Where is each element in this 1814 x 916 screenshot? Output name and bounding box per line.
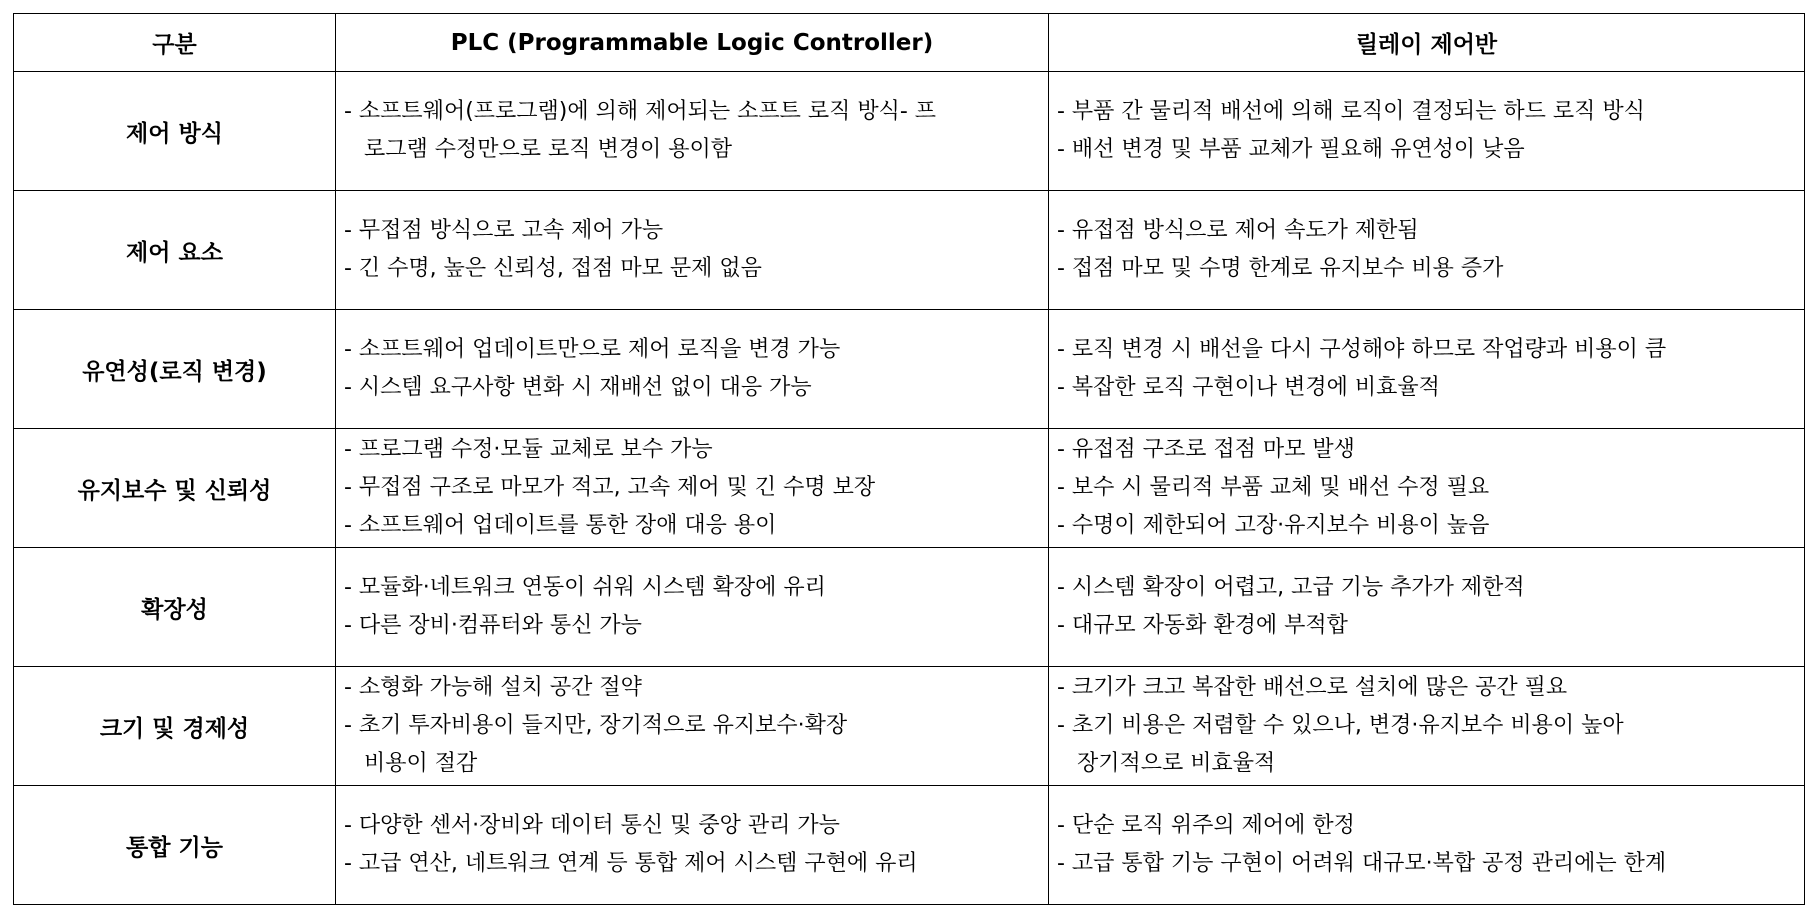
plc-cell-line: - 긴 수명, 높은 신뢰성, 접점 마모 문제 없음 <box>344 256 762 281</box>
plc-cell <box>336 548 1049 667</box>
row-category: 통합 기능 <box>14 786 336 905</box>
relay-cell-line: - 크기가 크고 복잡한 배선으로 설치에 많은 공간 필요 <box>1057 675 1568 700</box>
plc-cell-line: 로그램 수정만으로 로직 변경이 용이함 <box>364 137 733 162</box>
plc-cell-line: - 소형화 가능해 설치 공간 절약 <box>344 675 642 700</box>
relay-cell-line: - 복잡한 로직 구현이나 변경에 비효율적 <box>1057 375 1440 400</box>
row-category: 크기 및 경제성 <box>14 667 336 786</box>
relay-cell-line: - 수명이 제한되어 고장·유지보수 비용이 높음 <box>1057 513 1490 538</box>
relay-cell-line: - 대규모 자동화 환경에 부적합 <box>1057 613 1348 638</box>
plc-cell-line: - 모듈화·네트워크 연동이 쉬워 시스템 확장에 유리 <box>344 575 826 600</box>
table-row <box>14 548 1805 667</box>
plc-cell <box>336 72 1049 191</box>
row-category: 제어 요소 <box>14 191 336 310</box>
relay-cell <box>1049 548 1805 667</box>
plc-cell-line: - 고급 연산, 네트워크 연계 등 통합 제어 시스템 구현에 유리 <box>344 851 918 876</box>
plc-cell <box>336 191 1049 310</box>
row-category: 유지보수 및 신뢰성 <box>14 429 336 548</box>
relay-cell-line: - 고급 통합 기능 구현이 어려워 대규모·복합 공정 관리에는 한계 <box>1057 851 1667 876</box>
table-row <box>14 72 1805 191</box>
relay-cell-line: 장기적으로 비효율적 <box>1077 751 1276 776</box>
relay-cell <box>1049 667 1805 786</box>
relay-cell-line: - 접점 마모 및 수명 한계로 유지보수 비용 증가 <box>1057 256 1504 281</box>
plc-cell-line: - 초기 투자비용이 들지만, 장기적으로 유지보수·확장 <box>344 713 848 738</box>
table-row <box>14 786 1805 905</box>
row-category: 유연성(로직 변경) <box>14 310 336 429</box>
relay-cell <box>1049 72 1805 191</box>
plc-cell-line: - 무접점 구조로 마모가 적고, 고속 제어 및 긴 수명 보장 <box>344 475 876 500</box>
relay-cell-line: - 로직 변경 시 배선을 다시 구성해야 하므로 작업량과 비용이 큼 <box>1057 337 1667 362</box>
table-row <box>14 667 1805 786</box>
row-category: 확장성 <box>14 548 336 667</box>
plc-cell-line: - 소프트웨어 업데이트만으로 제어 로직을 변경 가능 <box>344 337 841 362</box>
plc-cell-line: - 무접점 방식으로 고속 제어 가능 <box>344 218 664 243</box>
table-row <box>14 191 1805 310</box>
relay-cell <box>1049 191 1805 310</box>
relay-cell <box>1049 429 1805 548</box>
plc-cell <box>336 310 1049 429</box>
plc-cell <box>336 429 1049 548</box>
plc-cell-line: - 프로그램 수정·모듈 교체로 보수 가능 <box>344 437 713 462</box>
comparison-table <box>13 13 1805 905</box>
plc-cell-line: - 다른 장비·컴퓨터와 통신 가능 <box>344 613 642 638</box>
relay-cell <box>1049 786 1805 905</box>
plc-cell <box>336 786 1049 905</box>
header-row <box>14 14 1805 72</box>
relay-cell-line: - 보수 시 물리적 부품 교체 및 배선 수정 필요 <box>1057 475 1490 500</box>
plc-cell <box>336 667 1049 786</box>
relay-cell-line: - 부품 간 물리적 배선에 의해 로직이 결정되는 하드 로직 방식 <box>1057 99 1645 124</box>
plc-cell-line: - 소프트웨어 업데이트를 통한 장애 대응 용이 <box>344 513 777 538</box>
relay-cell-line: - 단순 로직 위주의 제어에 한정 <box>1057 813 1355 838</box>
relay-cell-line: - 유접점 구조로 접점 마모 발생 <box>1057 437 1355 462</box>
header-plc: PLC (Programmable Logic Controller) <box>336 14 1049 72</box>
header-relay: 릴레이 제어반 <box>1049 14 1805 72</box>
relay-cell-line: - 시스템 확장이 어렵고, 고급 기능 추가가 제한적 <box>1057 575 1525 600</box>
relay-cell-line: - 초기 비용은 저렴할 수 있으나, 변경·유지보수 비용이 높아 <box>1057 713 1624 738</box>
plc-cell-line: - 시스템 요구사항 변화 시 재배선 없이 대응 가능 <box>344 375 812 400</box>
relay-cell-line: - 유접점 방식으로 제어 속도가 제한됨 <box>1057 218 1419 243</box>
relay-cell <box>1049 310 1805 429</box>
row-category: 제어 방식 <box>14 72 336 191</box>
plc-cell-line: - 다양한 센서·장비와 데이터 통신 및 중앙 관리 가능 <box>344 813 840 838</box>
table-row <box>14 429 1805 548</box>
relay-cell-line: - 배선 변경 및 부품 교체가 필요해 유연성이 낮음 <box>1057 137 1525 162</box>
plc-cell-line: - 소프트웨어(프로그램)에 의해 제어되는 소프트 로직 방식- 프 <box>344 99 937 124</box>
header-category: 구분 <box>14 14 336 72</box>
table-body <box>14 72 1805 905</box>
table-row <box>14 310 1805 429</box>
plc-cell-line: 비용이 절감 <box>364 751 478 776</box>
